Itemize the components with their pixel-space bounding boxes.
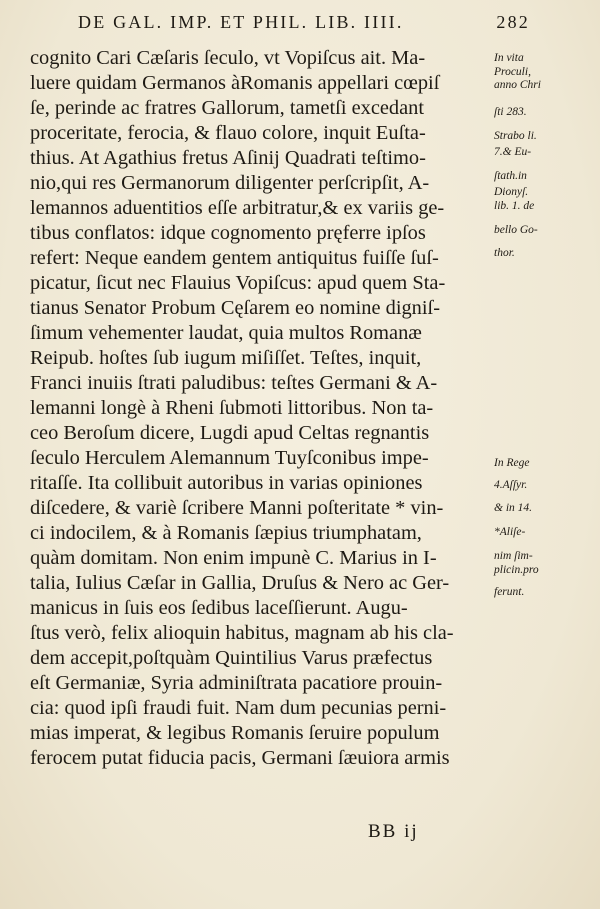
marginal-note: Dionyſ.: [494, 186, 529, 198]
text-line: cognito Cari Cæſaris ſeculo, vt Vopiſcus ait. Ma-: [30, 47, 426, 69]
text-line: picatur, ſicut nec Flauius Vopiſcus: apud quem Sta-: [30, 272, 446, 294]
marginal-note: *Aliſe-: [494, 526, 526, 538]
text-line: Reipub. hoſtes ſub iugum miſiſſet. Teſtes, inquit,: [30, 347, 422, 369]
text-line: diſcedere, & variè ſcribere Manni poſteritate * vin-: [30, 497, 444, 519]
text-line: lemannos aduentitios eſſe arbitratur,& ex variis ge-: [30, 197, 445, 219]
text-line: lemanni longè à Rheni ſubmoti littoribus. Non ta-: [30, 397, 434, 419]
text-line: dem accepit,poſtquàm Quintilius Varus præfectus: [30, 647, 433, 669]
marginal-note: lib. 1. de: [494, 200, 535, 212]
running-title: DE GAL. IMP. ET PHIL. LIB. IIII.: [78, 12, 404, 32]
marginal-note: bello Go-: [494, 224, 538, 236]
text-line: proceritate, ferocia, & flauo colore, inquit Euſta-: [30, 122, 426, 144]
text-line: ſimum vehementer laudat, quia multos Romanæ: [30, 322, 422, 344]
text-line: cia: quod ipſi fraudi fuit. Nam dum pecunias perni-: [30, 697, 447, 719]
marginal-note: ferunt.: [494, 586, 525, 598]
text-line: ceo Beroſum dicere, Lugdi apud Celtas regnantis: [30, 422, 430, 444]
text-line: talia, Iulius Cæſar in Gallia, Druſus & Nero ac Ger-: [30, 572, 450, 594]
main-text-block: [30, 46, 488, 771]
text-line: ci indocilem, & à Romanis ſæpius triumphatam,: [30, 522, 422, 544]
marginal-note: 7.& Eu-: [494, 146, 532, 158]
text-line: ſeculo Herculem Alemannum Tuyſconibus impe-: [30, 447, 429, 469]
text-line: mias imperat, & legibus Romanis ſeruire populum: [30, 722, 440, 744]
marginal-note: Strabo li.: [494, 130, 537, 142]
marginal-note: anno Chri: [494, 79, 541, 91]
text-line: tianus Senator Probum Cęſarem eo nomine digniſ-: [30, 297, 441, 319]
marginal-note: In Rege: [494, 457, 530, 469]
text-line: ſtus verò, felix alioquin habitus, magnam ab his cla-: [30, 622, 454, 644]
text-line: tibus conflatos: idque cognomento pręferre ipſos: [30, 222, 426, 244]
marginal-note: nim ſim-: [494, 550, 533, 562]
marginal-note: In vita: [494, 52, 524, 64]
marginal-note: ſti 283.: [494, 106, 527, 118]
text-line: ſe, perinde ac fratres Gallorum, tametſi excedant: [30, 97, 425, 119]
text-line: nio,qui res Germanorum diligenter perſcripſit, A-: [30, 172, 430, 194]
text-line: thius. At Agathius fretus Aſinij Quadrati teſtimo-: [30, 147, 426, 169]
marginal-note: 4.Aſſyr.: [494, 479, 528, 491]
text-line: ferocem putat fiducia pacis, Germani ſæuiora armis: [30, 747, 450, 769]
text-line: ritaſſe. Ita collibuit autoribus in varias opiniones: [30, 472, 423, 494]
signature-mark: BB ij: [368, 821, 419, 842]
running-header: [78, 12, 530, 33]
text-line: luere quidam Germanos àRomanis appellari cœpiſ: [30, 72, 440, 94]
text-line: Franci inuiis ſtrati paludibus: teſtes Germani & A-: [30, 372, 438, 394]
text-line: quàm domitam. Non enim impunè C. Marius in I-: [30, 547, 437, 569]
marginal-note: & in 14.: [494, 502, 533, 514]
marginal-note: Proculi,: [494, 66, 531, 78]
marginal-note: plicin.pro: [494, 564, 539, 576]
marginal-note: thor.: [494, 247, 515, 259]
text-line: eſt Germaniæ, Syria adminiſtrata pacatiore prouin-: [30, 672, 443, 694]
text-line: manicus in ſuis eos ſedibus laceſſierunt. Augu-: [30, 597, 408, 619]
text-line: refert: Neque eandem gentem antiquitus fuiſſe ſuſ-: [30, 247, 439, 269]
marginal-note: ſtath.in: [494, 170, 527, 182]
page-number: 282: [496, 12, 530, 32]
